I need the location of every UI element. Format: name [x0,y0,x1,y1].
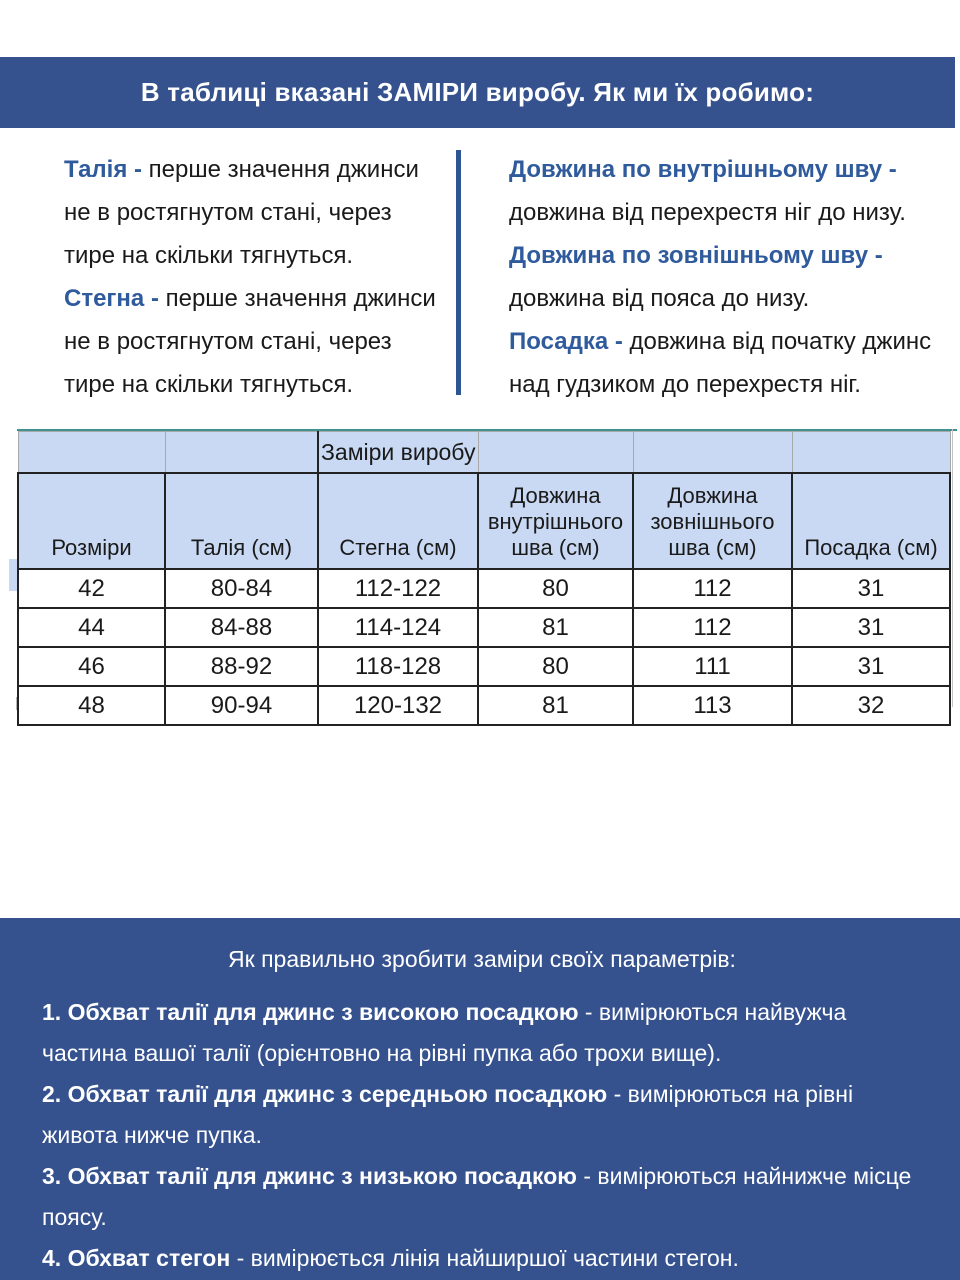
definition-term: Посадка - [509,328,623,355]
instruction-text: - вимірюються на рівні живота нижче пупка. [42,1081,854,1148]
empty-cell [633,432,792,474]
table-group-header-row [18,432,950,474]
cell-inseam: 80 [478,647,633,686]
cell-waist: 90-94 [165,686,318,725]
instruction-lead: 4. Обхват стегон [42,1245,231,1271]
instruction-lead: 3. Обхват талії для джинс з низькою посадкою [42,1163,577,1189]
column-header-outseam: Довжина зовнішнього шва (см) [633,473,792,569]
top-banner [0,57,955,128]
cell-rise: 31 [792,647,950,686]
table-row [18,686,950,725]
cell-waist: 80-84 [165,569,318,608]
cell-hips: 114-124 [318,608,478,647]
definitions-right-column [509,148,941,406]
instruction-text: - вимірюються найвужча частина вашої талії (орієнтовно на рівні пупка або трохи вище). [42,999,847,1066]
instruction-item-3 [42,1156,922,1238]
cell-outseam: 112 [633,569,792,608]
column-header-sizes: Розміри [18,473,165,569]
column-header-hips: Стегна (см) [318,473,478,569]
cell-outseam: 111 [633,647,792,686]
cell-size: 44 [18,608,165,647]
cell-inseam: 81 [478,608,633,647]
instruction-lead: 2. Обхват талії для джинс з середньою посадкою [42,1081,608,1107]
definition-waist [64,148,436,277]
cell-hips: 118-128 [318,647,478,686]
column-divider-line [456,150,461,395]
definition-inseam [509,148,941,234]
cell-rise: 32 [792,686,950,725]
column-header-waist: Талія (см) [165,473,318,569]
cell-rise: 31 [792,569,950,608]
table-header-row [18,473,950,569]
definition-text: довжина від пояса до низу. [509,285,810,312]
definition-term: Талія - [64,156,142,183]
cell-waist: 88-92 [165,647,318,686]
definition-hips [64,277,436,406]
row-header-artifact [9,559,17,591]
cell-waist: 84-88 [165,608,318,647]
definition-outseam [509,234,941,320]
gridline-artifact-right [952,429,953,707]
measurement-instructions-panel [0,918,960,1280]
definition-text: перше значення джинси не в ростягнутом стані, через тире на скільки тягнуться. [64,156,419,269]
empty-cell [792,432,950,474]
gridline-artifact-bottom [16,697,17,710]
table-row [18,608,950,647]
table-group-title: Заміри виробу [318,432,478,474]
panel-title: Як правильно зробити заміри своїх параметрів: [228,946,736,972]
instruction-item-1 [42,992,922,1074]
definition-rise [509,320,941,406]
cell-rise: 31 [792,608,950,647]
definition-term: Довжина по зовнішньому шву - [509,242,883,269]
cell-size: 42 [18,569,165,608]
definition-text: довжина від перехрестя ніг до низу. [509,199,906,226]
definition-text: перше значення джинси не в ростягнутом стані, через тире на скільки тягнуться. [64,285,436,398]
cell-hips: 120-132 [318,686,478,725]
empty-cell [18,432,165,474]
instruction-item-4 [42,1238,922,1279]
cell-inseam: 80 [478,569,633,608]
cell-outseam: 113 [633,686,792,725]
definition-term: Довжина по внутрішньому шву - [509,156,897,183]
cell-size: 46 [18,647,165,686]
column-header-rise: Посадка (см) [792,473,950,569]
cell-size: 48 [18,686,165,725]
cell-outseam: 112 [633,608,792,647]
instruction-item-2 [42,1074,922,1156]
cell-hips: 112-122 [318,569,478,608]
instruction-lead: 1. Обхват талії для джинс з високою посадкою [42,999,579,1025]
empty-cell [165,432,318,474]
size-measurements-table [17,431,951,726]
empty-cell [478,432,633,474]
definition-text: довжина від початку джинс над гудзиком до перехрестя ніг. [509,328,932,398]
instruction-text: - вимірюються найнижче місце поясу. [42,1163,912,1230]
definition-term: Стегна - [64,285,159,312]
instruction-text: - вимірюється лінія найширшої частини стегон. [236,1245,739,1271]
banner-title: В таблиці вказані ЗАМІРИ виробу. Як ми їх робимо: [140,77,815,107]
table-row [18,569,950,608]
table-row [18,647,950,686]
cell-inseam: 81 [478,686,633,725]
definitions-left-column [64,148,436,406]
column-header-inseam: Довжина внутрішнього шва (см) [478,473,633,569]
